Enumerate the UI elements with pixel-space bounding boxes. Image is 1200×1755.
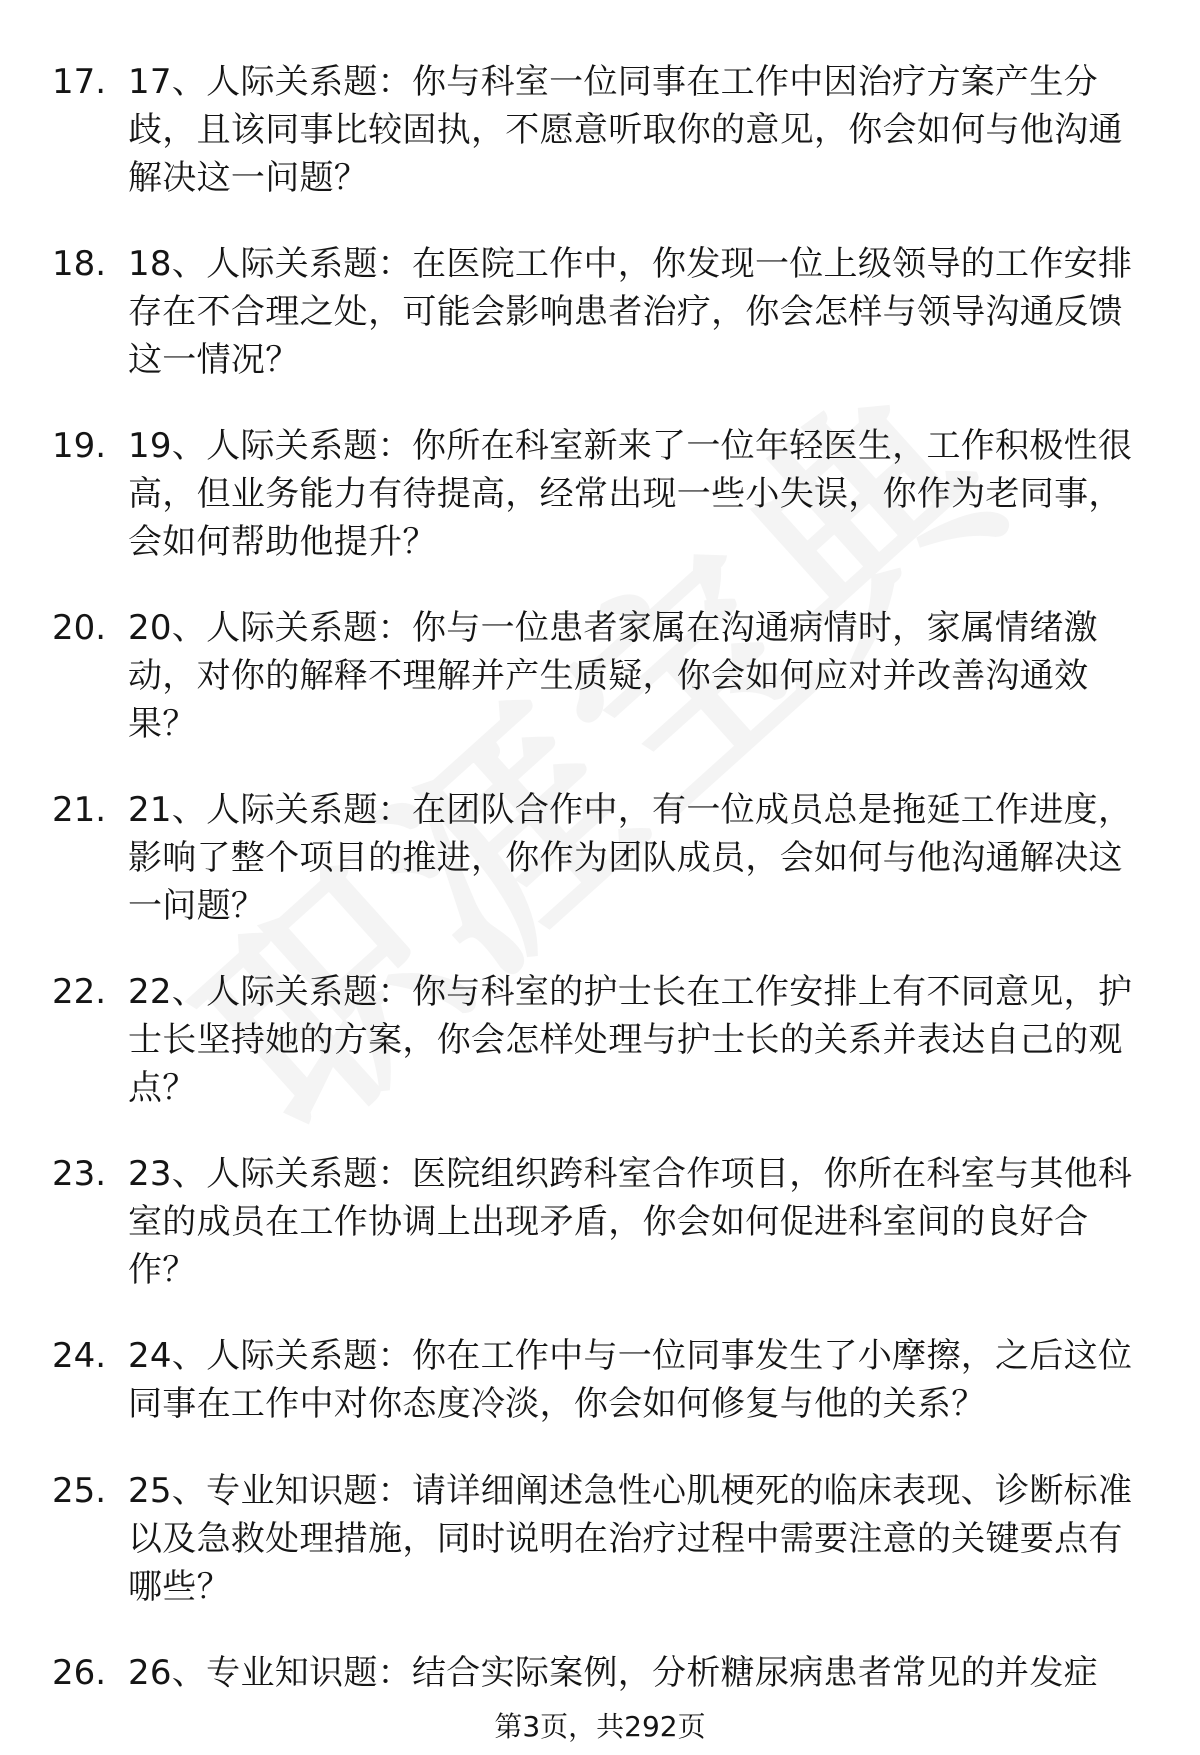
item-number: 23. xyxy=(52,1154,107,1194)
item-text: 22、人际关系题：你与科室的护士长在工作安排上有不同意见，护士长坚持她的方案，你会怎样处理与护士长的关系并表达自己的观点？ xyxy=(128,972,1133,1108)
list-item xyxy=(0,58,1200,240)
list-item xyxy=(0,1649,1200,1709)
item-number: 21. xyxy=(52,790,107,830)
item-text: 25、专业知识题：请详细阐述急性心肌梗死的临床表现、诊断标准以及急救处理措施，同时说明在治疗过程中需要注意的关键要点有哪些？ xyxy=(128,1471,1133,1607)
item-text: 23、人际关系题：医院组织跨科室合作项目，你所在科室与其他科室的成员在工作协调上出现矛盾，你会如何促进科室间的良好合作？ xyxy=(128,1154,1133,1290)
list-item xyxy=(0,1150,1200,1332)
list-item xyxy=(0,422,1200,604)
list-item xyxy=(0,1467,1200,1649)
item-text: 19、人际关系题：你所在科室新来了一位年轻医生，工作积极性很高，但业务能力有待提高，经常出现一些小失误，你作为老同事，会如何帮助他提升？ xyxy=(128,426,1133,562)
item-number: 18. xyxy=(52,244,107,284)
item-text: 20、人际关系题：你与一位患者家属在沟通病情时，家属情绪激动，对你的解释不理解并产生质疑，你会如何应对并改善沟通效果？ xyxy=(128,608,1098,744)
item-number: 22. xyxy=(52,972,107,1012)
list-item xyxy=(0,240,1200,422)
item-text: 26、专业知识题：结合实际案例，分析糖尿病患者常见的并发症 xyxy=(128,1653,1098,1693)
list-item xyxy=(0,968,1200,1150)
item-number: 17. xyxy=(52,62,107,102)
item-number: 19. xyxy=(52,426,107,466)
item-number: 25. xyxy=(52,1471,107,1511)
item-text: 18、人际关系题：在医院工作中，你发现一位上级领导的工作安排存在不合理之处，可能会影响患者治疗，你会怎样与领导沟通反馈这一情况？ xyxy=(128,244,1133,380)
list-item xyxy=(0,1332,1200,1467)
item-number: 26. xyxy=(52,1653,107,1693)
item-number: 20. xyxy=(52,608,107,648)
list-item xyxy=(0,786,1200,968)
item-text: 24、人际关系题：你在工作中与一位同事发生了小摩擦，之后这位同事在工作中对你态度冷淡，你会如何修复与他的关系？ xyxy=(128,1336,1133,1424)
question-list xyxy=(0,58,1200,1709)
page-footer: 第3页，共292页 xyxy=(494,1710,706,1743)
list-item xyxy=(0,604,1200,786)
item-number: 24. xyxy=(52,1336,107,1376)
item-text: 21、人际关系题：在团队合作中，有一位成员总是拖延工作进度，影响了整个项目的推进，你作为团队成员，会如何与他沟通解决这一问题？ xyxy=(128,790,1133,926)
item-text: 17、人际关系题：你与科室一位同事在工作中因治疗方案产生分歧，且该同事比较固执，不愿意听取你的意见，你会如何与他沟通解决这一问题？ xyxy=(128,62,1123,198)
